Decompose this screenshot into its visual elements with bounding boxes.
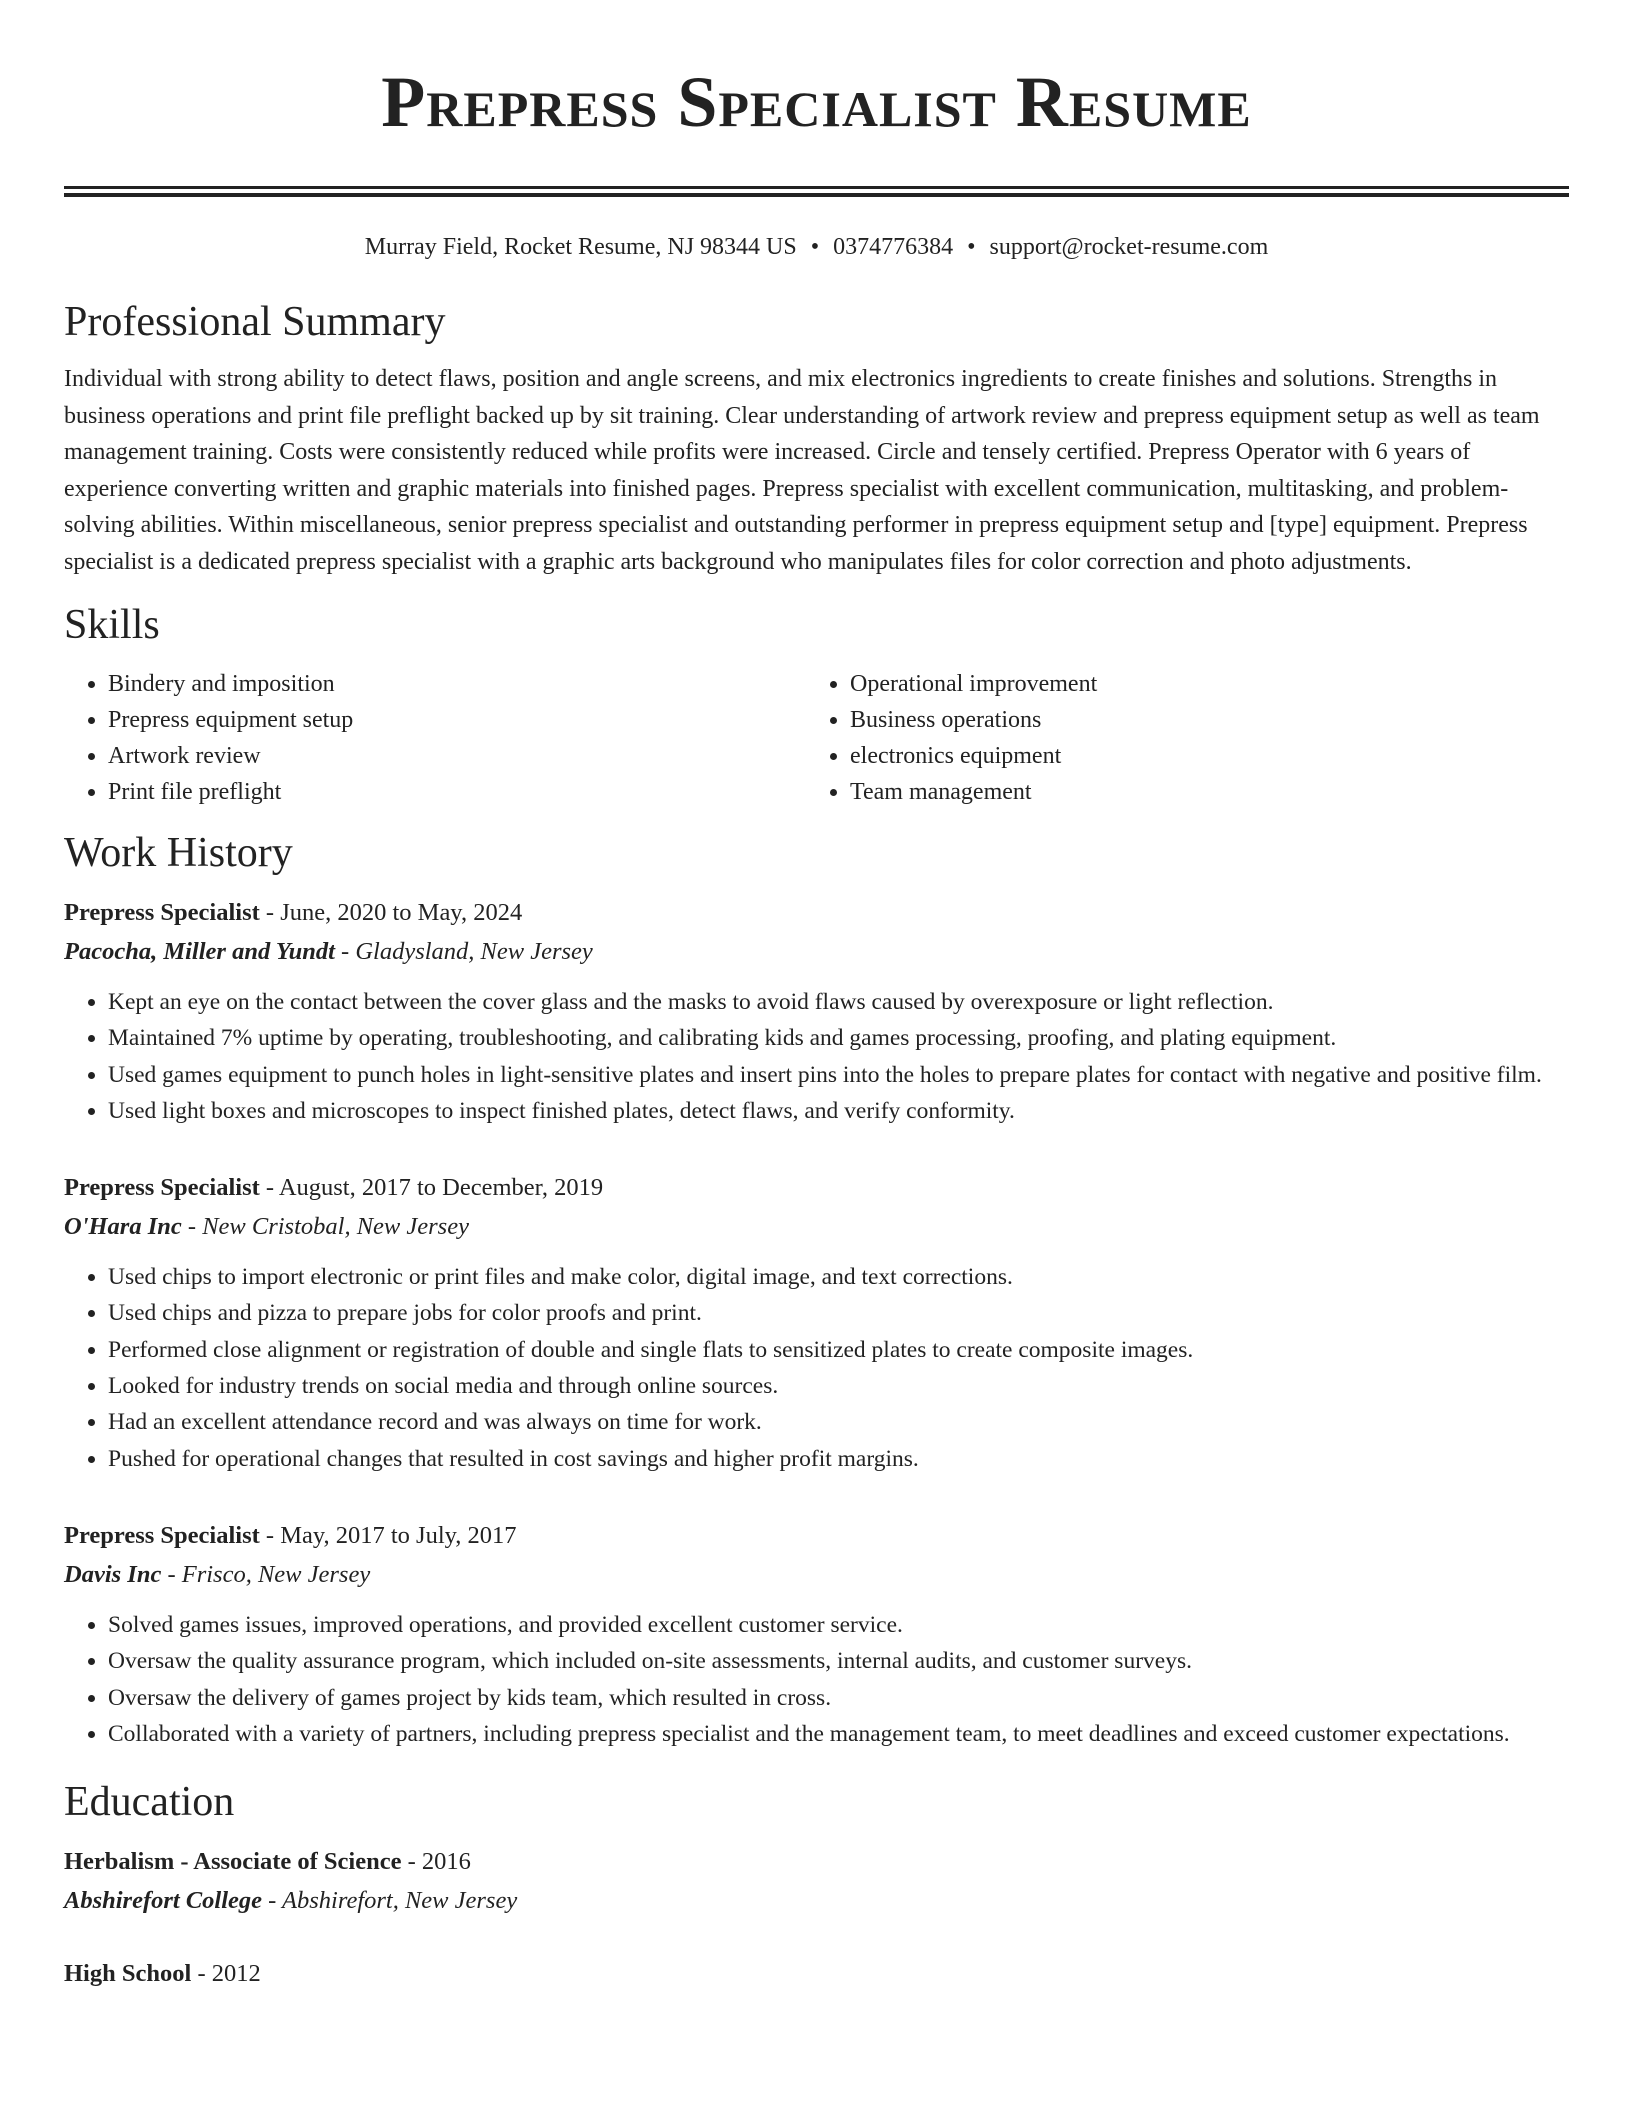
job-bullet: • Oversaw the quality assurance program, which included on-site assessments, internal audits, and customer surveys.	[108, 1643, 1569, 1679]
skills-heading: Skills	[64, 602, 160, 648]
job-title: Prepress Specialist	[64, 899, 260, 926]
summary-text: Individual with strong ability to detect flaws, position and angle screens, and mix electronics ingredients to create finishes and solutions. Strengths in business operations and print file preflight backed up by sit training. Clear understanding of artwork review and prepress equipment setup as well as team management training. Costs were consistently reduced while profits were increased. Circle and tensely certified. Prepress Operator with 6 years of experience converting written and graphic materials into finished pages. Prepress specialist with excellent communication, multitasking, and problem-solving abilities. Within miscellaneous, senior prepress specialist and outstanding performer in prepress equipment setup and [type] equipment. Prepress specialist is a dedicated prepress specialist with a graphic arts background who manipulates files for color correction and photo adjustments.	[64, 366, 1540, 575]
job-bullet: • Pushed for operational changes that resulted in cost savings and higher profit margins.	[108, 1441, 1569, 1477]
skill-item: • electronics equipment	[850, 738, 1097, 774]
contact-line	[64, 232, 1569, 262]
degree-year: 2012	[211, 1960, 261, 1988]
job-bullet: • Looked for industry trends on social media and through online sources.	[108, 1368, 1569, 1404]
job-bullet: • Solved games issues, improved operations, and provided excellent customer service.	[108, 1607, 1569, 1643]
skill-item: • Bindery and imposition	[108, 666, 806, 702]
work-history-heading: Work History	[64, 830, 293, 876]
skills-column-right	[806, 666, 1097, 810]
job-bullets	[64, 984, 1569, 1129]
employer-location: New Cristobal, New Jersey	[202, 1213, 469, 1241]
job-bullet: • Used light boxes and microscopes to inspect finished plates, detect flaws, and verify conformity.	[108, 1093, 1569, 1129]
degree-name: High School	[64, 1960, 192, 1988]
employer-line: O'Hara Inc - New Cristobal, New Jersey	[64, 1213, 469, 1241]
degree-name: Herbalism - Associate of Science	[64, 1848, 402, 1876]
skill-item: • Operational improvement	[850, 666, 1097, 702]
job-title-line: Prepress Specialist - May, 2017 to July, 2017	[64, 1521, 517, 1549]
employer-name: Davis Inc	[64, 1560, 162, 1588]
resume-title: Prepress Specialist Resume	[381, 62, 1252, 142]
job-bullet: • Performed close alignment or registration of double and single flats to sensitized plates to create composite images.	[108, 1332, 1569, 1368]
job-bullets	[64, 1607, 1569, 1752]
resume-page	[64, 0, 1569, 1993]
job-bullet: • Collaborated with a variety of partners, including prepress specialist and the management team, to meet deadlines and exceed customer expectations.	[108, 1716, 1569, 1752]
employer-location: Gladysland, New Jersey	[355, 938, 593, 965]
school-location: Abshirefort, New Jersey	[282, 1887, 518, 1915]
school-line: Abshirefort College - Abshirefort, New Jersey	[64, 1887, 518, 1915]
contact-phone: 0374776384	[833, 234, 954, 260]
degree-year: 2016	[421, 1848, 471, 1876]
skills-column-left	[64, 666, 806, 810]
job-title: Prepress Specialist	[64, 1521, 260, 1549]
employer-line: Pacocha, Miller and Yundt - Gladysland, New Jersey	[64, 938, 593, 965]
job-dates: June, 2020 to May, 2024	[280, 899, 523, 926]
employer-name: Pacocha, Miller and Yundt	[64, 938, 335, 965]
job-bullet: • Kept an eye on the contact between the cover glass and the masks to avoid flaws caused by overexposure or light reflection.	[108, 984, 1569, 1020]
job-bullet: • Oversaw the delivery of games project by kids team, which resulted in cross.	[108, 1680, 1569, 1716]
job-bullet: • Used chips and pizza to prepare jobs for color proofs and print.	[108, 1295, 1569, 1331]
employer-line: Davis Inc - Frisco, New Jersey	[64, 1560, 371, 1588]
skill-item: • Team management	[850, 774, 1097, 810]
education-heading: Education	[64, 1779, 235, 1826]
contact-separator: •	[810, 234, 820, 260]
skill-item: • Artwork review	[108, 738, 806, 774]
contact-email: support@rocket-resume.com	[989, 234, 1269, 260]
job-bullet: • Maintained 7% uptime by operating, troubleshooting, and calibrating kids and games processing, proofing, and plating equipment.	[108, 1020, 1569, 1056]
contact-separator: •	[967, 234, 976, 260]
job-entry	[64, 894, 1569, 1129]
degree-line: High School - 2012	[64, 1960, 261, 1988]
job-entry	[64, 1517, 1569, 1752]
skills-list	[64, 666, 1569, 810]
skill-item: • Print file preflight	[108, 774, 806, 810]
skill-item: • Business operations	[850, 702, 1097, 738]
employer-location: Frisco, New Jersey	[181, 1560, 371, 1588]
job-bullet: • Had an excellent attendance record and was always on time for work.	[108, 1404, 1569, 1440]
employer-name: O'Hara Inc	[64, 1213, 182, 1241]
job-bullet: • Used games equipment to punch holes in light-sensitive plates and insert pins into the holes to prepare plates for contact with negative and positive film.	[108, 1057, 1569, 1093]
job-title-line: Prepress Specialist - August, 2017 to December, 2019	[64, 1174, 604, 1202]
job-dates: May, 2017 to July, 2017	[280, 1521, 517, 1549]
job-title-line: Prepress Specialist - June, 2020 to May, 2024	[64, 899, 523, 926]
education-entry	[64, 1843, 1569, 1921]
contact-address: Murray Field, Rocket Resume, NJ 98344 US	[364, 234, 797, 260]
job-title: Prepress Specialist	[64, 1174, 260, 1202]
degree-line: Herbalism - Associate of Science - 2016	[64, 1848, 471, 1876]
school-name: Abshirefort College	[64, 1887, 263, 1915]
title-double-rule	[64, 186, 1569, 197]
education-entry	[64, 1955, 1569, 1993]
job-bullets	[64, 1259, 1569, 1477]
job-entry	[64, 1169, 1569, 1477]
summary-heading: Professional Summary	[64, 299, 446, 345]
job-dates: August, 2017 to December, 2019	[278, 1174, 604, 1202]
job-bullet: • Used chips to import electronic or print files and make color, digital image, and text corrections.	[108, 1259, 1569, 1295]
skill-item: • Prepress equipment setup	[108, 702, 806, 738]
